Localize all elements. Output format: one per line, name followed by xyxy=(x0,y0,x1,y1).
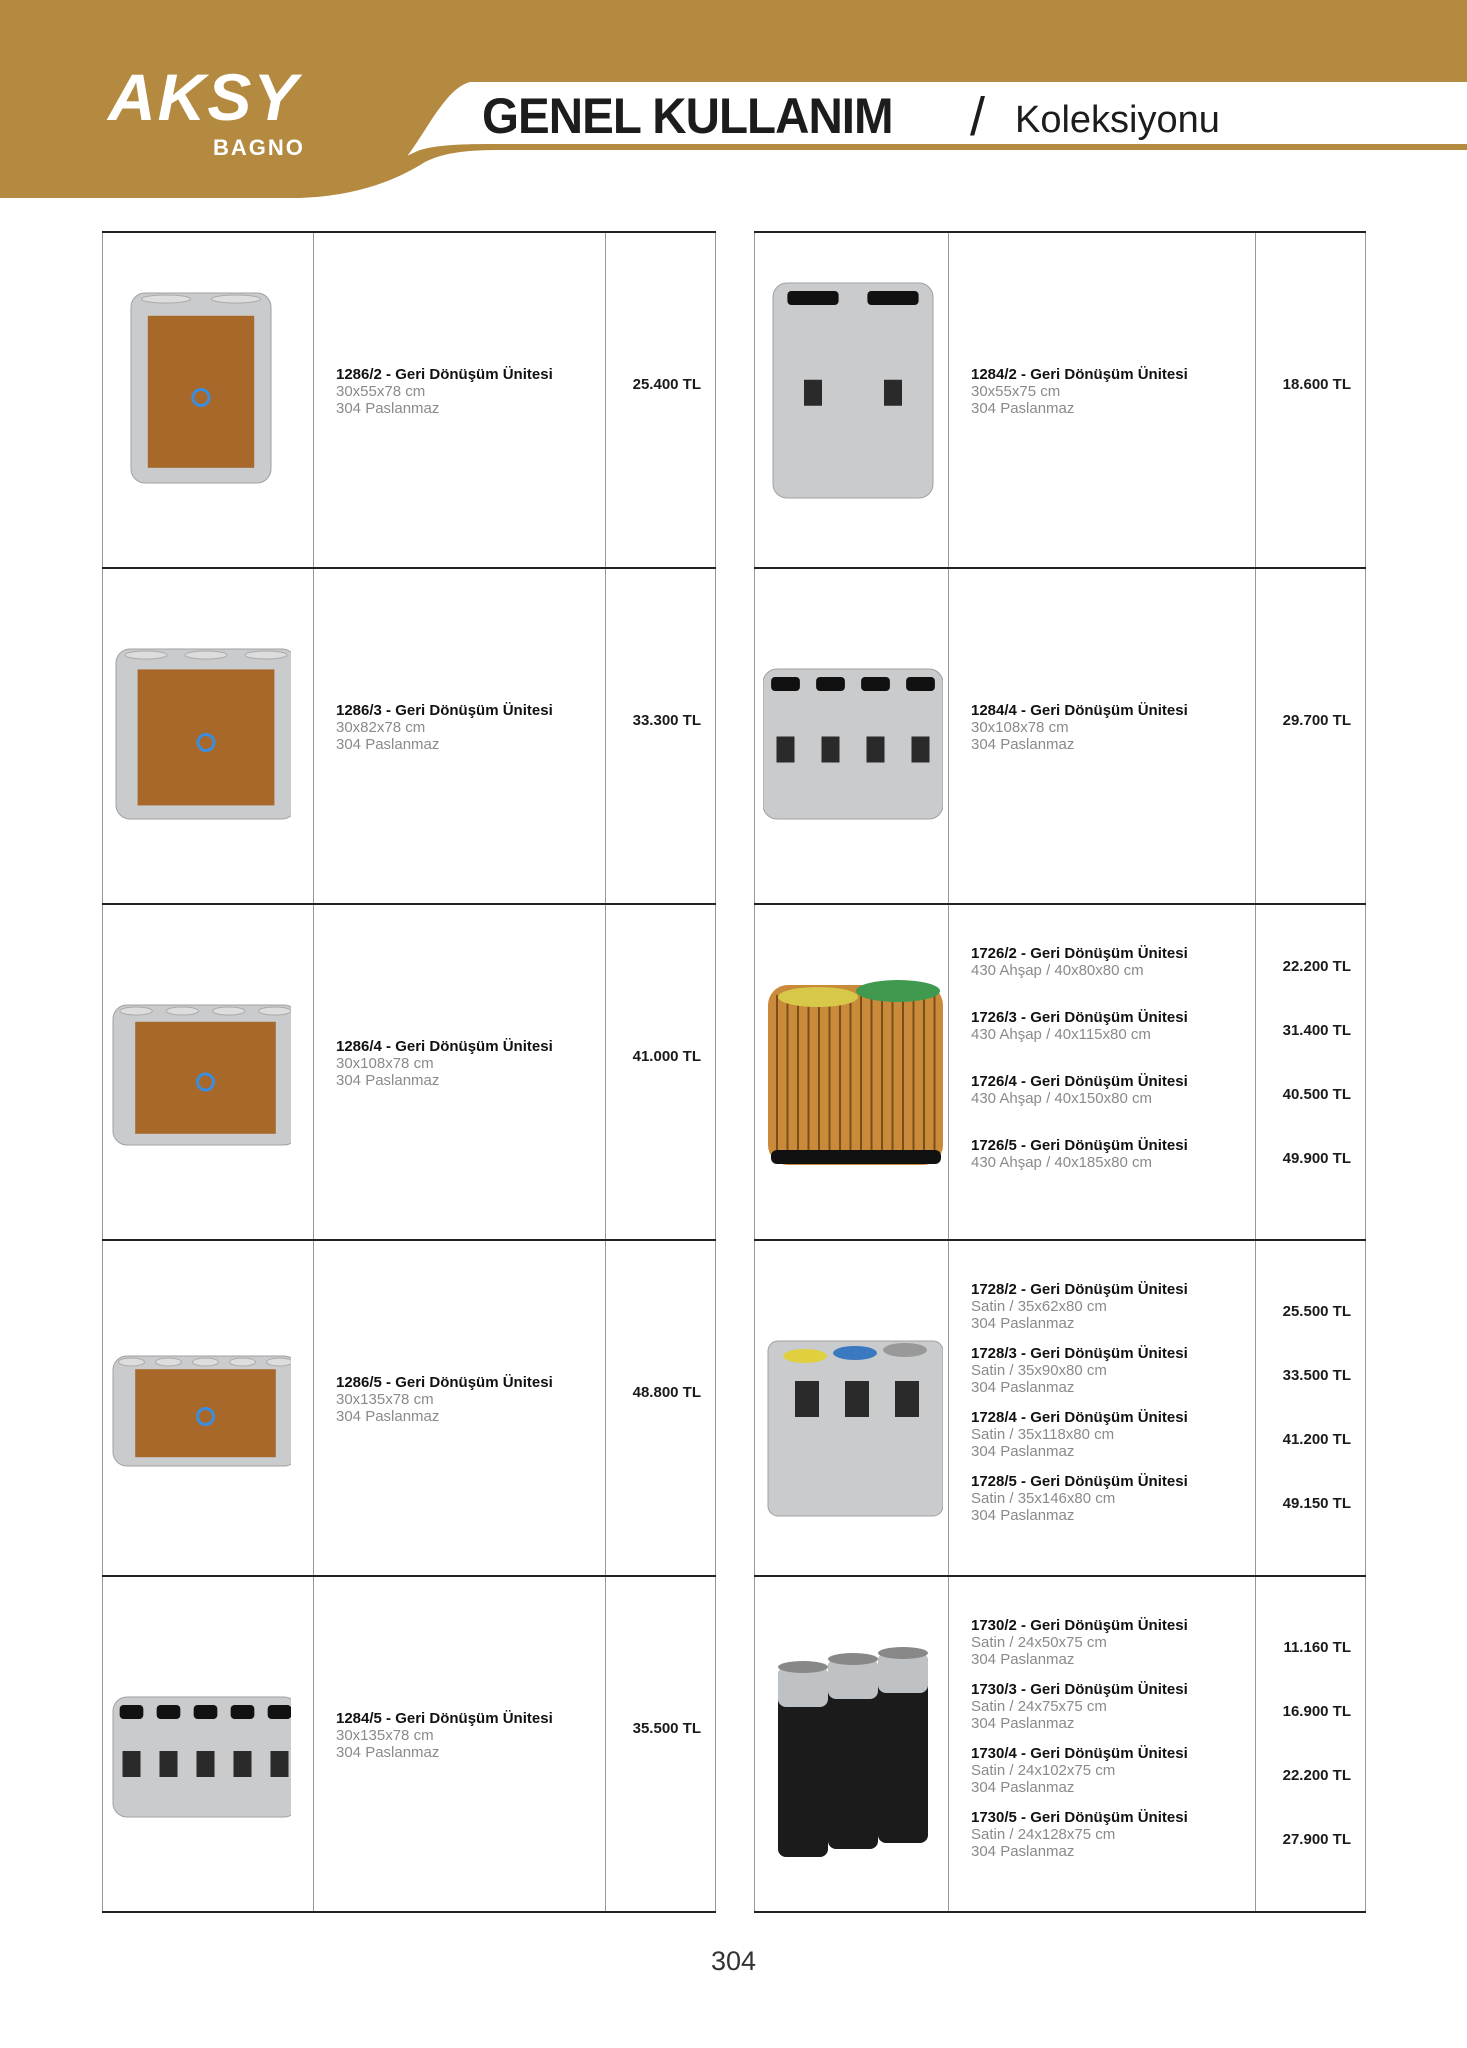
product-spec: 304 Paslanmaz xyxy=(336,735,440,753)
product-name: 1286/2 - Geri Dönüşüm Ünitesi xyxy=(336,365,553,383)
product-image-double-bin-wood-panel xyxy=(111,253,291,533)
product-row xyxy=(754,1241,1366,1577)
product-price: 49.900 TL xyxy=(1282,1150,1351,1167)
product-price: 35.500 TL xyxy=(632,1720,701,1737)
product-entry xyxy=(971,1345,1188,1396)
product-row xyxy=(754,905,1366,1241)
product-spec: 30x108x78 cm xyxy=(971,718,1069,736)
title-separator: / xyxy=(970,87,986,147)
product-price: 49.150 TL xyxy=(1282,1494,1351,1512)
product-spec: 430 Ahşap / 40x150x80 cm xyxy=(971,1090,1152,1107)
product-entry xyxy=(971,1473,1188,1524)
product-entry xyxy=(971,1809,1188,1860)
description-cell xyxy=(313,1241,605,1575)
price-cell xyxy=(605,1577,716,1911)
description-cell xyxy=(313,1577,605,1911)
product-name: 1284/4 - Geri Dönüşüm Ünitesi xyxy=(971,701,1188,719)
price-cell xyxy=(1255,1577,1366,1911)
description-cell xyxy=(313,233,605,567)
product-spec: Satin / 24x50x75 cm xyxy=(971,1634,1107,1651)
product-spec: 304 Paslanmaz xyxy=(336,1407,440,1425)
product-spec: Satin / 35x90x80 cm xyxy=(971,1362,1107,1379)
product-spec: 304 Paslanmaz xyxy=(971,1315,1075,1332)
product-name: 1286/5 - Geri Dönüşüm Ünitesi xyxy=(336,1373,553,1391)
product-row xyxy=(102,569,716,905)
brand-logo-sub: BAGNO xyxy=(213,135,305,160)
price-cell xyxy=(1255,1241,1366,1575)
price-cell xyxy=(1255,569,1366,903)
product-spec: 304 Paslanmaz xyxy=(971,1379,1075,1396)
product-row xyxy=(102,233,716,569)
product-spec: Satin / 35x118x80 cm xyxy=(971,1426,1115,1443)
product-spec: 304 Paslanmaz xyxy=(971,1507,1075,1524)
product-image-wooden-slat-bins xyxy=(763,925,943,1205)
price-cell xyxy=(605,905,716,1239)
product-price: 16.900 TL xyxy=(1282,1702,1351,1720)
image-cell xyxy=(102,1241,313,1575)
product-entry xyxy=(971,945,1188,979)
product-name: 1728/4 - Geri Dönüşüm Ünitesi xyxy=(971,1409,1188,1426)
price-cell xyxy=(1255,233,1366,567)
product-price: 33.500 TL xyxy=(1282,1366,1351,1384)
product-spec: 304 Paslanmaz xyxy=(971,399,1075,417)
product-price: 25.500 TL xyxy=(1282,1302,1351,1320)
product-spec: 304 Paslanmaz xyxy=(336,1743,440,1761)
product-image-quad-bin-wood-panel xyxy=(111,925,291,1205)
product-entry xyxy=(336,1710,553,1761)
description-cell xyxy=(313,905,605,1239)
product-name: 1284/5 - Geri Dönüşüm Ünitesi xyxy=(336,1709,553,1727)
brand-logo: AKSY xyxy=(108,60,300,134)
product-name: 1726/4 - Geri Dönüşüm Ünitesi xyxy=(971,1073,1188,1090)
product-price: 22.200 TL xyxy=(1282,1766,1351,1784)
product-spec: Satin / 24x75x75 cm xyxy=(971,1698,1107,1715)
product-spec: 304 Paslanmaz xyxy=(336,399,440,417)
product-price: 48.800 TL xyxy=(632,1384,701,1401)
product-spec: 304 Paslanmaz xyxy=(971,1443,1075,1460)
image-cell xyxy=(102,1577,313,1911)
product-name: 1730/5 - Geri Dönüşüm Ünitesi xyxy=(971,1809,1188,1826)
product-entry xyxy=(971,1009,1188,1043)
product-entry xyxy=(971,1073,1188,1107)
product-name: 1728/2 - Geri Dönüşüm Ünitesi xyxy=(971,1281,1188,1298)
product-spec: 304 Paslanmaz xyxy=(971,735,1075,753)
product-spec: 430 Ahşap / 40x80x80 cm xyxy=(971,962,1144,979)
product-entry xyxy=(971,1745,1188,1796)
product-name: 1726/2 - Geri Dönüşüm Ünitesi xyxy=(971,945,1188,962)
price-cell xyxy=(605,233,716,567)
product-entry xyxy=(971,1281,1188,1332)
product-image-double-bin-steel xyxy=(763,253,943,533)
product-entry xyxy=(971,702,1188,753)
product-price: 25.400 TL xyxy=(632,376,701,393)
product-row xyxy=(754,233,1366,569)
price-cell xyxy=(1255,905,1366,1239)
product-row xyxy=(754,569,1366,905)
product-spec: 30x82x78 cm xyxy=(336,718,426,736)
product-entry xyxy=(336,1374,553,1425)
product-spec: 304 Paslanmaz xyxy=(971,1715,1075,1732)
product-price: 22.200 TL xyxy=(1282,958,1351,975)
product-name: 1728/5 - Geri Dönüşüm Ünitesi xyxy=(971,1473,1188,1490)
product-spec: Satin / 24x128x75 cm xyxy=(971,1826,1116,1843)
page-title: GENEL KULLANIM xyxy=(482,88,893,144)
product-price: 29.700 TL xyxy=(1282,712,1351,729)
description-cell xyxy=(948,1241,1255,1575)
description-cell xyxy=(948,569,1255,903)
product-row xyxy=(102,1577,716,1913)
page-header xyxy=(0,0,1467,200)
product-spec: Satin / 24x102x75 cm xyxy=(971,1762,1116,1779)
page-subtitle: Koleksiyonu xyxy=(1015,99,1220,141)
image-cell xyxy=(102,569,313,903)
product-name: 1730/2 - Geri Dönüşüm Ünitesi xyxy=(971,1617,1188,1634)
product-image-quad-bin-steel xyxy=(763,589,943,869)
product-row xyxy=(102,1241,716,1577)
product-spec: 30x55x78 cm xyxy=(336,382,426,400)
product-entry xyxy=(971,1137,1188,1171)
product-spec: 304 Paslanmaz xyxy=(971,1843,1075,1860)
product-entry xyxy=(971,1681,1188,1732)
left-product-table xyxy=(102,231,716,1761)
product-price: 18.600 TL xyxy=(1282,376,1351,393)
product-spec: 30x55x75 cm xyxy=(971,382,1061,400)
product-name: 1728/3 - Geri Dönüşüm Ünitesi xyxy=(971,1345,1188,1362)
product-entry xyxy=(336,366,553,417)
product-name: 1284/2 - Geri Dönüşüm Ünitesi xyxy=(971,365,1188,383)
product-price: 27.900 TL xyxy=(1282,1830,1351,1848)
image-cell xyxy=(754,233,948,567)
right-product-table xyxy=(754,231,1366,1860)
product-price: 41.000 TL xyxy=(632,1048,701,1065)
product-image-five-bin-wood-panel xyxy=(111,1261,291,1541)
product-entry xyxy=(971,366,1188,417)
description-cell xyxy=(948,1577,1255,1911)
product-price: 31.400 TL xyxy=(1282,1022,1351,1039)
product-spec: Satin / 35x146x80 cm xyxy=(971,1490,1116,1507)
product-price: 11.160 TL xyxy=(1283,1638,1351,1656)
image-cell xyxy=(754,1241,948,1575)
product-spec: 30x135x78 cm xyxy=(336,1390,434,1408)
product-spec: 304 Paslanmaz xyxy=(971,1651,1075,1668)
product-spec: 304 Paslanmaz xyxy=(971,1779,1075,1796)
product-image-satin-triple-bin xyxy=(763,1261,943,1541)
product-spec: Satin / 35x62x80 cm xyxy=(971,1298,1107,1315)
price-cell xyxy=(605,1241,716,1575)
product-image-black-cylinder-bins xyxy=(763,1597,943,1877)
product-price: 33.300 TL xyxy=(632,712,701,729)
product-row xyxy=(754,1577,1366,1913)
product-spec: 30x135x78 cm xyxy=(336,1726,434,1744)
page-number: 304 xyxy=(710,1946,757,1976)
image-cell xyxy=(754,905,948,1239)
product-name: 1286/3 - Geri Dönüşüm Ünitesi xyxy=(336,701,553,719)
product-entry xyxy=(971,1617,1188,1668)
image-cell xyxy=(754,569,948,903)
product-image-five-bin-steel xyxy=(111,1597,291,1877)
image-cell xyxy=(102,905,313,1239)
description-cell xyxy=(948,233,1255,567)
description-cell xyxy=(313,569,605,903)
image-cell xyxy=(754,1577,948,1911)
product-name: 1726/5 - Geri Dönüşüm Ünitesi xyxy=(971,1137,1188,1154)
product-spec: 430 Ahşap / 40x115x80 cm xyxy=(971,1026,1151,1043)
product-spec: 30x108x78 cm xyxy=(336,1054,434,1072)
product-spec: 430 Ahşap / 40x185x80 cm xyxy=(971,1154,1152,1171)
price-cell xyxy=(605,569,716,903)
product-entry xyxy=(336,702,553,753)
product-entry xyxy=(971,1409,1188,1460)
product-name: 1726/3 - Geri Dönüşüm Ünitesi xyxy=(971,1009,1188,1026)
image-cell xyxy=(102,233,313,567)
product-name: 1286/4 - Geri Dönüşüm Ünitesi xyxy=(336,1037,553,1055)
product-price: 40.500 TL xyxy=(1282,1086,1351,1103)
product-price: 41.200 TL xyxy=(1282,1430,1351,1448)
product-name: 1730/4 - Geri Dönüşüm Ünitesi xyxy=(971,1745,1188,1762)
product-name: 1730/3 - Geri Dönüşüm Ünitesi xyxy=(971,1681,1188,1698)
description-cell xyxy=(948,905,1255,1239)
product-spec: 304 Paslanmaz xyxy=(336,1071,440,1089)
product-entry xyxy=(336,1038,553,1089)
product-row xyxy=(102,905,716,1241)
product-image-triple-bin-wood-panel xyxy=(111,589,291,869)
